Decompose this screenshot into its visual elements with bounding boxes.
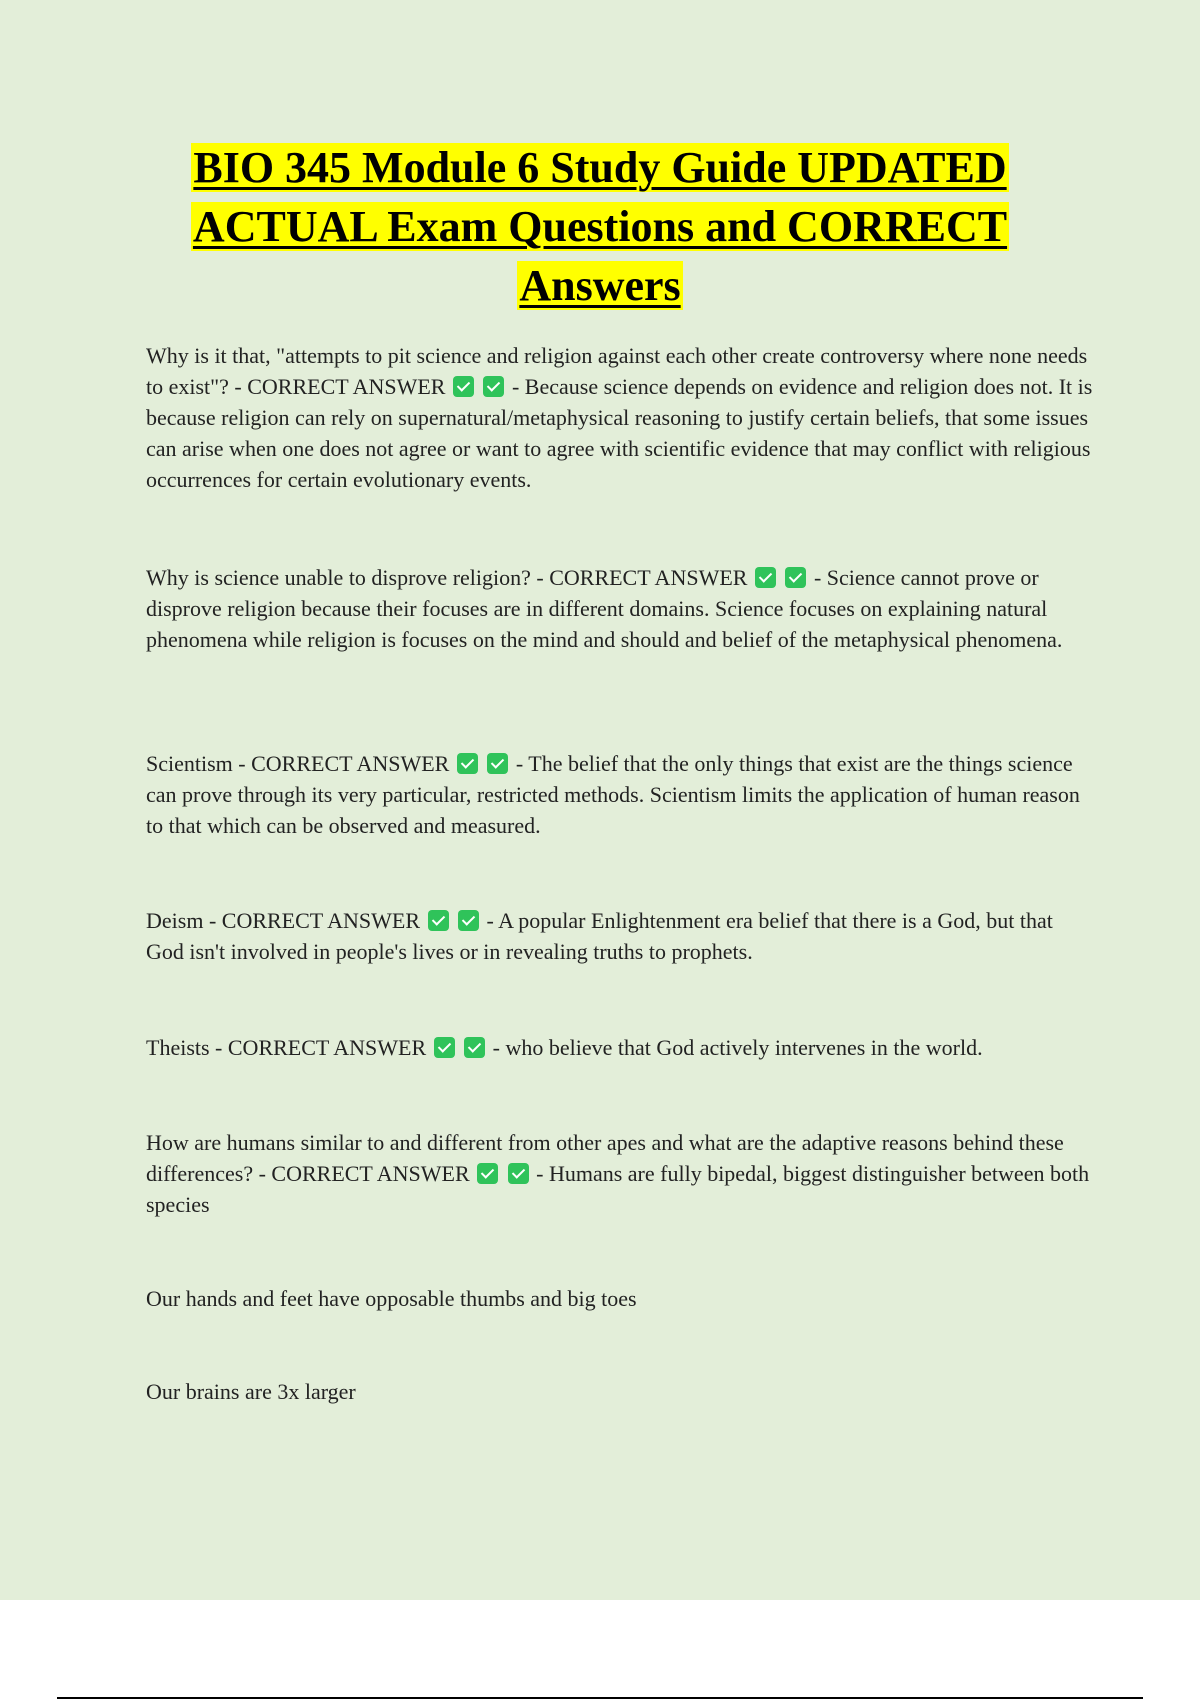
- checkmark-icon: [477, 1163, 498, 1184]
- question-text: Deism - CORRECT ANSWER: [146, 908, 421, 933]
- checkmark-icon: [785, 567, 806, 588]
- answer-text: - Humans are fully bipedal, biggest distinguisher between both species: [146, 1161, 1090, 1217]
- qa-entry: [146, 748, 1096, 841]
- answer-text: - Because science depends on evidence and religion does not. It is because religion can rely on supernatural/metaphysical reasoning to justify certain beliefs, that some issues can arise when one does not agree or want to agree with scientific evidence that may conflict with religious occurrences for certain evolutionary events.: [146, 374, 1093, 492]
- answer-text: - who believe that God actively intervenes in the world.: [492, 1035, 983, 1060]
- qa-entry: [146, 1127, 1096, 1220]
- checkmark-icon: [487, 753, 508, 774]
- checkmark-icon: [453, 376, 474, 397]
- note-line: Our brains are 3x larger: [146, 1379, 356, 1404]
- question-text: Theists - CORRECT ANSWER: [146, 1035, 427, 1060]
- qa-entry: [146, 340, 1096, 495]
- qa-entry: [146, 1032, 1096, 1063]
- qa-entry: [146, 905, 1096, 967]
- document-title: [100, 138, 1100, 315]
- question-text: Why is it that, "attempts to pit science and religion against each other create controversy where none needs to exist"? - CORRECT ANSWER: [146, 343, 1088, 399]
- question-text: Why is science unable to disprove religion? - CORRECT ANSWER: [146, 565, 748, 590]
- checkmark-icon: [483, 376, 504, 397]
- answer-text: - The belief that the only things that exist are the things science can prove through its very particular, restricted methods. Scientism limits the application of human reason to that which can be observed and measured.: [146, 751, 1080, 838]
- question-text: Scientism - CORRECT ANSWER: [146, 751, 450, 776]
- checkmark-icon: [464, 1037, 485, 1058]
- title-line-2: ACTUAL Exam Questions and CORRECT: [192, 202, 1008, 251]
- footer-divider: [57, 1697, 1143, 1699]
- qa-entry: [146, 562, 1096, 655]
- title-line-3: Answers: [519, 261, 681, 310]
- checkmark-icon: [755, 567, 776, 588]
- title-line-1: BIO 345 Module 6 Study Guide UPDATED: [193, 143, 1007, 192]
- checkmark-icon: [434, 1037, 455, 1058]
- question-text: How are humans similar to and different from other apes and what are the adaptive reasons behind these differences? - CORRECT ANSWER: [146, 1130, 1064, 1186]
- checkmark-icon: [458, 910, 479, 931]
- answer-text: - A popular Enlightenment era belief that there is a God, but that God isn't involved in people's lives or in revealing truths to prophets.: [146, 908, 1053, 964]
- note-line: Our hands and feet have opposable thumbs and big toes: [146, 1286, 637, 1311]
- answer-text: - Science cannot prove or disprove religion because their focuses are in different domains. Science focuses on explaining natural phenomena while religion is focuses on the mind and should and belief of the metaphysical phenomena.: [146, 565, 1063, 652]
- checkmark-icon: [508, 1163, 529, 1184]
- checkmark-icon: [428, 910, 449, 931]
- checkmark-icon: [457, 753, 478, 774]
